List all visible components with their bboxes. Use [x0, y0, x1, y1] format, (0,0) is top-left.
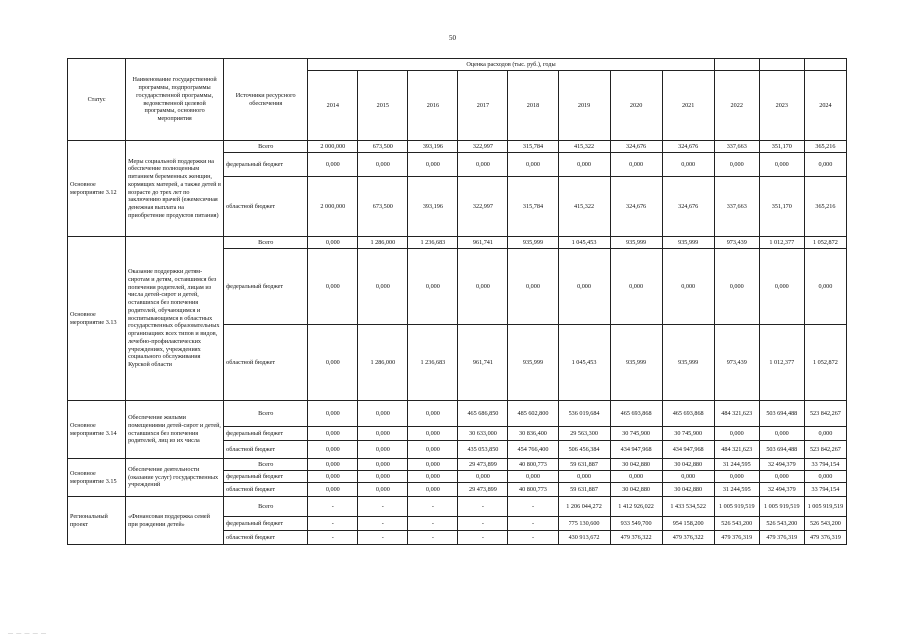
value-cell: 503 694,488 [759, 441, 804, 459]
status-cell: Основное мероприятие 3.14 [68, 401, 126, 459]
value-cell: 0,000 [358, 249, 408, 325]
year-header: 2019 [558, 71, 610, 141]
value-cell: 935,999 [610, 325, 662, 401]
value-cell: 1 012,377 [759, 325, 804, 401]
value-cell: 30 042,880 [610, 483, 662, 497]
header-blank [759, 59, 804, 71]
value-cell: 0,000 [714, 471, 759, 483]
value-cell: 0,000 [714, 249, 759, 325]
funding-source-cell: Всего [224, 237, 308, 249]
funding-source-cell: федеральный бюджет [224, 249, 308, 325]
value-cell: - [508, 531, 558, 545]
table-row [68, 401, 847, 427]
value-cell: 523 842,267 [804, 441, 846, 459]
value-cell: 0,000 [358, 427, 408, 441]
program-name-cell: Оказание поддержки детям-сиротам и детям, оставшимся без попечения родителей, лицам из числа детей-сирот и детей, оставшихся без попечения родителей, обучающимся и воспитывающимся в областных государственных образовательных организациях всех типов и видов, лечебно-профилактических учреждениях, учреждениях социального обслуживания Курской области [126, 237, 224, 401]
value-cell: 33 794,154 [804, 483, 846, 497]
value-cell: 0,000 [308, 441, 358, 459]
status-cell: Основное мероприятие 3.13 [68, 237, 126, 401]
value-cell: 393,196 [408, 177, 458, 237]
value-cell: 0,000 [714, 153, 759, 177]
value-cell: 973,439 [714, 237, 759, 249]
value-cell: 30 042,880 [610, 459, 662, 471]
value-cell: 393,196 [408, 141, 458, 153]
value-cell: - [458, 497, 508, 517]
value-cell: 0,000 [308, 237, 358, 249]
value-cell: 0,000 [308, 427, 358, 441]
status-cell: Региональный проект [68, 497, 126, 545]
value-cell: 484 321,623 [714, 401, 759, 427]
value-cell: 0,000 [358, 401, 408, 427]
value-cell: 315,784 [508, 141, 558, 153]
table-row [68, 459, 847, 471]
value-cell: 0,000 [759, 427, 804, 441]
value-cell: 0,000 [308, 401, 358, 427]
program-name-cell: Обеспечение деятельности (оказание услуг) государственных учреждений [126, 459, 224, 497]
value-cell: 322,997 [458, 141, 508, 153]
value-cell: 0,000 [662, 471, 714, 483]
value-cell: 0,000 [759, 249, 804, 325]
value-cell: 0,000 [408, 459, 458, 471]
value-cell: 0,000 [759, 471, 804, 483]
value-cell: 485 602,800 [508, 401, 558, 427]
value-cell: 1 005 919,519 [714, 497, 759, 517]
value-cell: 961,741 [458, 237, 508, 249]
value-cell: 33 794,154 [804, 459, 846, 471]
funding-source-cell: федеральный бюджет [224, 517, 308, 531]
year-header: 2016 [408, 71, 458, 141]
status-header: Статус [68, 59, 126, 141]
value-cell: 324,676 [662, 141, 714, 153]
header-blank [714, 59, 759, 71]
value-cell: 0,000 [308, 153, 358, 177]
value-cell: 337,663 [714, 141, 759, 153]
value-cell: 315,784 [508, 177, 558, 237]
value-cell: 0,000 [804, 153, 846, 177]
value-cell: - [408, 531, 458, 545]
value-cell: - [308, 497, 358, 517]
year-header: 2017 [458, 71, 508, 141]
program-name-cell: «Финансовая поддержка семей при рождении детей» [126, 497, 224, 545]
value-cell: 0,000 [508, 249, 558, 325]
table-header [68, 59, 847, 141]
funding-source-cell: областной бюджет [224, 441, 308, 459]
value-cell: 0,000 [610, 471, 662, 483]
program-name-cell: Меры социальной поддержки на обеспечение полноценным питанием беременных женщин, кормящих матерей, а также детей в возрасте до трех лет по заключению врачей (ежемесячная денежная выплата на приобретение продуктов питания) [126, 141, 224, 237]
value-cell: 59 631,887 [558, 483, 610, 497]
name-header: Наименование государственной программы, подпрограммы государственной программы, ведомственной целевой программы, основного мероприятия [126, 59, 224, 141]
value-cell: 0,000 [308, 249, 358, 325]
value-cell: 351,170 [759, 141, 804, 153]
year-header: 2014 [308, 71, 358, 141]
value-cell: 337,663 [714, 177, 759, 237]
value-cell: 1 052,872 [804, 237, 846, 249]
value-cell: 31 244,595 [714, 459, 759, 471]
value-cell: 0,000 [308, 471, 358, 483]
value-cell: 935,999 [610, 237, 662, 249]
value-cell: - [458, 517, 508, 531]
value-cell: 365,216 [804, 141, 846, 153]
value-cell: 0,000 [458, 249, 508, 325]
value-cell: 30 633,000 [458, 427, 508, 441]
year-header: 2022 [714, 71, 759, 141]
table-row [68, 497, 847, 517]
value-cell: 465 686,850 [458, 401, 508, 427]
value-cell: 0,000 [358, 471, 408, 483]
value-cell: 479 376,319 [804, 531, 846, 545]
value-cell: - [408, 497, 458, 517]
value-cell: 526 543,200 [714, 517, 759, 531]
value-cell: 479 376,319 [714, 531, 759, 545]
value-cell: 0,000 [408, 441, 458, 459]
value-cell: 935,999 [508, 325, 558, 401]
value-cell: 2 000,000 [308, 177, 358, 237]
value-cell: 673,500 [358, 177, 408, 237]
value-cell: 365,216 [804, 177, 846, 237]
value-cell: 59 631,887 [558, 459, 610, 471]
value-cell: - [508, 497, 558, 517]
value-cell: 430 913,672 [558, 531, 610, 545]
value-cell: 0,000 [358, 483, 408, 497]
value-cell: 29 563,300 [558, 427, 610, 441]
value-cell: 0,000 [610, 153, 662, 177]
value-cell: 30 042,880 [662, 483, 714, 497]
value-cell: 1 412 926,022 [610, 497, 662, 517]
value-cell: 434 947,968 [610, 441, 662, 459]
value-cell: 30 042,880 [662, 459, 714, 471]
value-cell: 1 236,683 [408, 325, 458, 401]
value-cell: 454 766,400 [508, 441, 558, 459]
value-cell: 1 206 044,272 [558, 497, 610, 517]
value-cell: 0,000 [458, 153, 508, 177]
value-cell: 775 130,600 [558, 517, 610, 531]
value-cell: 0,000 [308, 325, 358, 401]
value-cell: 536 019,684 [558, 401, 610, 427]
value-cell: 0,000 [408, 249, 458, 325]
value-cell: 973,439 [714, 325, 759, 401]
value-cell: - [508, 517, 558, 531]
value-cell: - [358, 497, 408, 517]
value-cell: 0,000 [610, 249, 662, 325]
value-cell: 29 473,899 [458, 483, 508, 497]
value-cell: 0,000 [558, 249, 610, 325]
source-header: Источники ресурсного обеспечения [224, 59, 308, 141]
value-cell: 0,000 [408, 427, 458, 441]
value-cell: - [308, 517, 358, 531]
scan-footer-mark: — — — — — [8, 632, 47, 637]
value-cell: 1 012,377 [759, 237, 804, 249]
value-cell: 30 745,900 [610, 427, 662, 441]
funding-source-cell: Всего [224, 401, 308, 427]
value-cell: 1 045,453 [558, 237, 610, 249]
value-cell: 1 286,000 [358, 325, 408, 401]
value-cell: 465 693,868 [662, 401, 714, 427]
value-cell: 933 549,700 [610, 517, 662, 531]
value-cell: 0,000 [662, 153, 714, 177]
value-cell: 479 376,322 [610, 531, 662, 545]
value-cell: - [308, 531, 358, 545]
value-cell: 31 244,595 [714, 483, 759, 497]
value-cell: 1 045,453 [558, 325, 610, 401]
value-cell: 526 543,200 [759, 517, 804, 531]
value-cell: 0,000 [408, 471, 458, 483]
header-blank [804, 59, 846, 71]
value-cell: 506 456,384 [558, 441, 610, 459]
value-cell: 1 433 534,522 [662, 497, 714, 517]
value-cell: - [458, 531, 508, 545]
value-cell: 1 005 919,519 [804, 497, 846, 517]
page-number: 50 [449, 34, 456, 42]
value-cell: 2 000,000 [308, 141, 358, 153]
value-cell: 1 005 919,519 [759, 497, 804, 517]
value-cell: 324,676 [662, 177, 714, 237]
value-cell: 324,676 [610, 177, 662, 237]
year-header: 2015 [358, 71, 408, 141]
value-cell: 0,000 [662, 249, 714, 325]
funding-source-cell: областной бюджет [224, 325, 308, 401]
estimate-header: Оценка расходов (тыс. руб.), годы [308, 59, 714, 71]
table-row [68, 237, 847, 249]
value-cell: 484 321,623 [714, 441, 759, 459]
value-cell: 435 053,850 [458, 441, 508, 459]
value-cell: 415,322 [558, 141, 610, 153]
value-cell: 0,000 [408, 153, 458, 177]
funding-source-cell: федеральный бюджет [224, 471, 308, 483]
value-cell: 351,170 [759, 177, 804, 237]
value-cell: - [408, 517, 458, 531]
value-cell: 0,000 [508, 471, 558, 483]
value-cell: 0,000 [759, 153, 804, 177]
funding-source-cell: Всего [224, 459, 308, 471]
value-cell: 30 836,400 [508, 427, 558, 441]
value-cell: 0,000 [408, 483, 458, 497]
value-cell: 526 543,200 [804, 517, 846, 531]
value-cell: 0,000 [804, 249, 846, 325]
value-cell: 40 800,773 [508, 483, 558, 497]
value-cell: 935,999 [662, 237, 714, 249]
year-header: 2023 [759, 71, 804, 141]
table-body [68, 141, 847, 545]
budget-table [67, 58, 847, 545]
value-cell: 673,500 [358, 141, 408, 153]
funding-source-cell: Всего [224, 497, 308, 517]
table-row [68, 141, 847, 153]
value-cell: 935,999 [508, 237, 558, 249]
value-cell: - [358, 517, 408, 531]
value-cell: 1 236,683 [408, 237, 458, 249]
value-cell: 0,000 [804, 471, 846, 483]
year-header: 2018 [508, 71, 558, 141]
value-cell: 40 800,773 [508, 459, 558, 471]
program-name-cell: Обеспечение жилыми помещениями детей-сирот и детей, оставшихся без попечения родителей, лиц из их числа [126, 401, 224, 459]
value-cell: 324,676 [610, 141, 662, 153]
value-cell: 0,000 [358, 153, 408, 177]
funding-source-cell: областной бюджет [224, 531, 308, 545]
funding-source-cell: Всего [224, 141, 308, 153]
value-cell: 0,000 [458, 471, 508, 483]
value-cell: 523 842,267 [804, 401, 846, 427]
value-cell: 935,999 [662, 325, 714, 401]
year-header: 2020 [610, 71, 662, 141]
value-cell: 30 745,900 [662, 427, 714, 441]
value-cell: 1 286,000 [358, 237, 408, 249]
value-cell: 415,322 [558, 177, 610, 237]
funding-source-cell: областной бюджет [224, 483, 308, 497]
value-cell: 32 494,379 [759, 483, 804, 497]
value-cell: 503 694,488 [759, 401, 804, 427]
year-header: 2024 [804, 71, 846, 141]
value-cell: 0,000 [558, 471, 610, 483]
status-cell: Основное мероприятие 3.15 [68, 459, 126, 497]
status-cell: Основное мероприятие 3.12 [68, 141, 126, 237]
value-cell: 0,000 [358, 441, 408, 459]
value-cell: 434 947,968 [662, 441, 714, 459]
value-cell: 0,000 [558, 153, 610, 177]
value-cell: 0,000 [804, 427, 846, 441]
value-cell: - [358, 531, 408, 545]
value-cell: 0,000 [308, 483, 358, 497]
value-cell: 29 473,899 [458, 459, 508, 471]
funding-source-cell: областной бюджет [224, 177, 308, 237]
value-cell: 32 494,379 [759, 459, 804, 471]
year-header: 2021 [662, 71, 714, 141]
value-cell: 954 158,200 [662, 517, 714, 531]
value-cell: 961,741 [458, 325, 508, 401]
value-cell: 1 052,872 [804, 325, 846, 401]
funding-source-cell: федеральный бюджет [224, 153, 308, 177]
value-cell: 322,997 [458, 177, 508, 237]
value-cell: 465 693,868 [610, 401, 662, 427]
value-cell: 479 376,322 [662, 531, 714, 545]
value-cell: 0,000 [508, 153, 558, 177]
value-cell: 0,000 [308, 459, 358, 471]
value-cell: 0,000 [714, 427, 759, 441]
value-cell: 479 376,319 [759, 531, 804, 545]
value-cell: 0,000 [408, 401, 458, 427]
value-cell: 0,000 [358, 459, 408, 471]
funding-source-cell: федеральный бюджет [224, 427, 308, 441]
